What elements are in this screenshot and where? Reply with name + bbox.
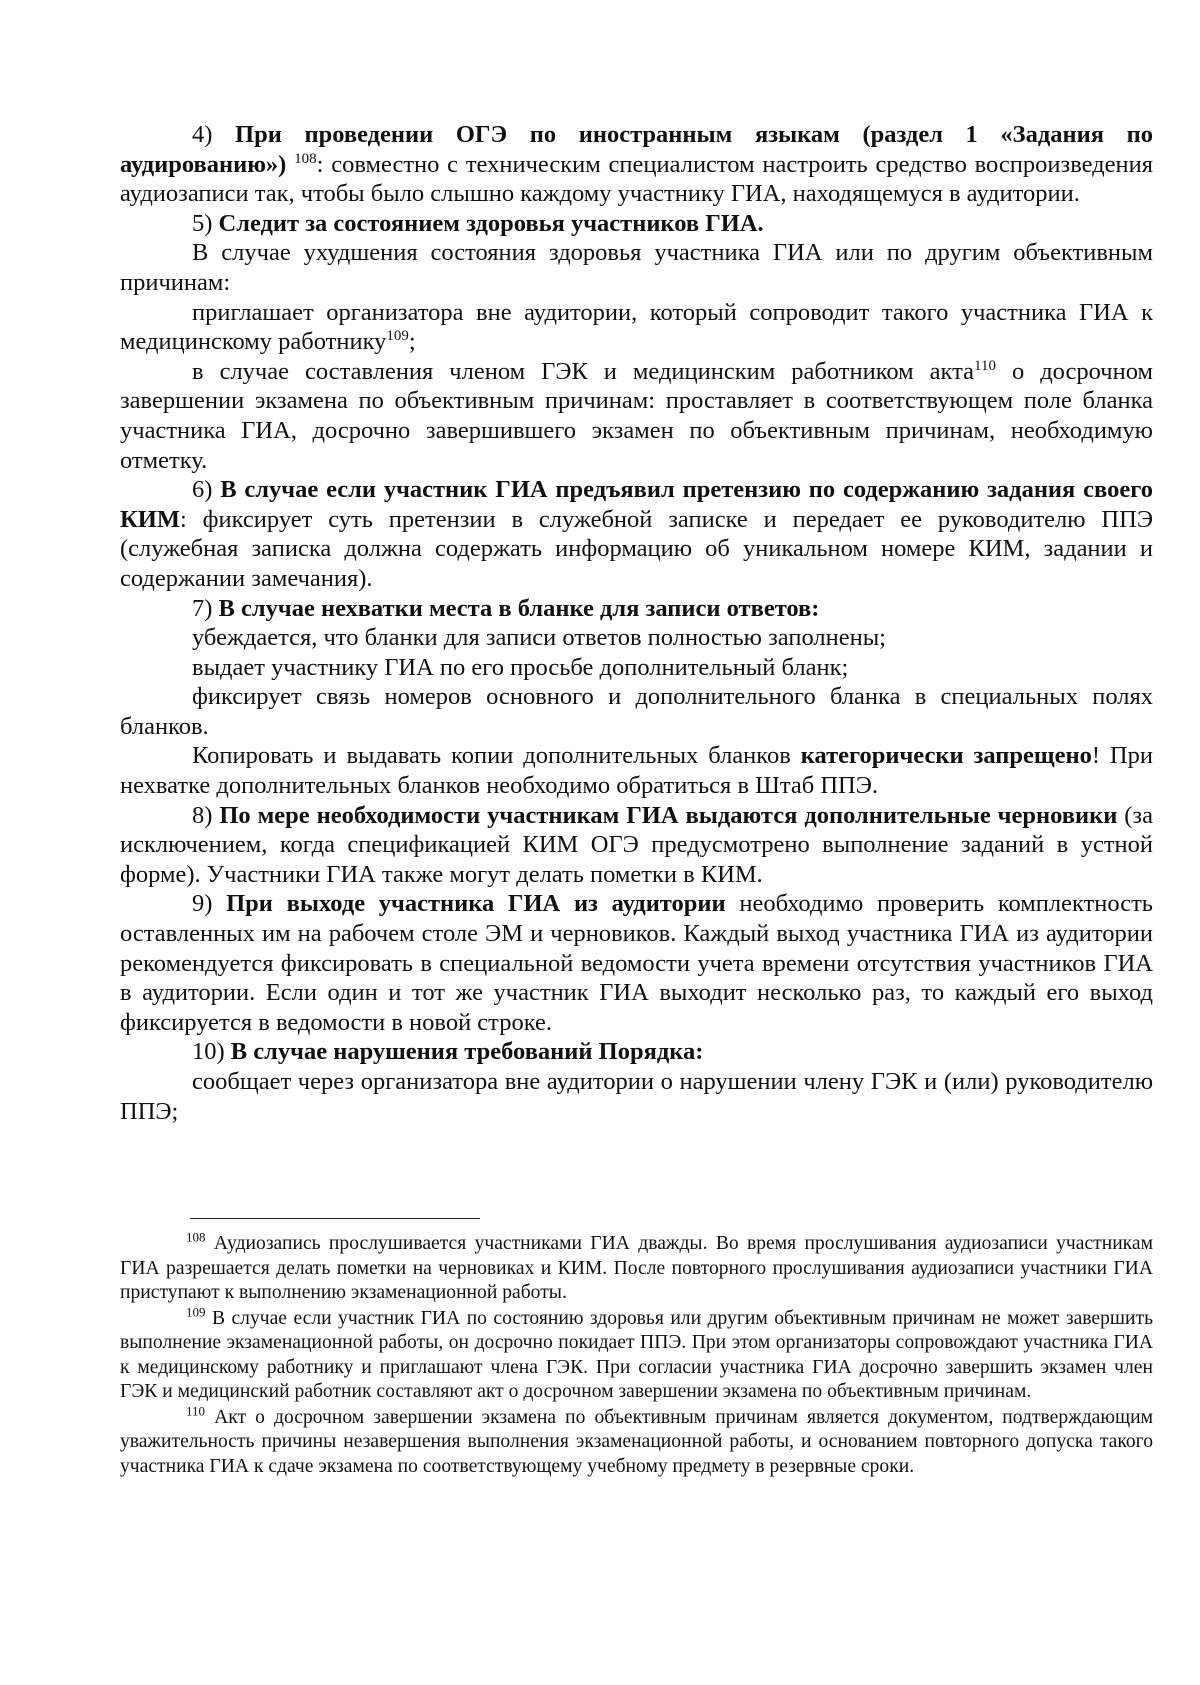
footnote-ref-109: 109 (386, 328, 409, 344)
paragraph-5-heading: Следит за состоянием здоровья участников ГИА. (218, 209, 764, 237)
paragraph-7d-text: Копировать и выдавать копии дополнительных бланков (192, 742, 801, 770)
footnote-text: Аудиозапись прослушивается участниками ГИА дважды. Во время прослушивания аудиозаписи участникам ГИА разрешается делать пометки на черновиках и КИМ. После повторного прослушивания аудиозаписи участники ГИА приступают к выполнению экзаменационной работы. (120, 1233, 1153, 1303)
footnote-mark: 110 (186, 1402, 206, 1418)
paragraph-10 (120, 1037, 1153, 1067)
footnote-108 (120, 1229, 1153, 1306)
footnote-mark: 108 (186, 1229, 206, 1245)
paragraph-6-heading: В случае если участник ГИА предъявил претензию по содержанию задания своего КИМ (120, 476, 1153, 533)
paragraph-7-heading: В случае нехватки места в бланке для записи ответов: (218, 594, 820, 622)
paragraph-9-heading: При выходе участника ГИА из аудитории (226, 890, 726, 918)
paragraph-4-heading: При проведении ОГЭ по иностранным языкам (раздел 1 «Задания по аудированию») (120, 121, 1153, 178)
footnote-ref-108: 108 (294, 150, 317, 167)
paragraph-7c: фиксирует связь номеров основного и дополнительного бланка в специальных полях бланков. (120, 683, 1153, 740)
paragraph-7d-emphasis: категорически запрещено (800, 742, 1092, 770)
paragraph-8-number: 8) (192, 801, 220, 829)
paragraph-8-heading: По мере необходимости участникам ГИА выдаются дополнительные черновики (219, 801, 1118, 829)
footnote-text: Акт о досрочном завершении экзамена по объективным причинам является документом, подтверждающим уважительность причины незавершения выполнения экзаменационной работы, и основанием повторного допуска такого участника ГИА к сдаче экзамена по соответствующему учебному предмету в резервные сроки. (120, 1406, 1153, 1477)
paragraph-7-number: 7) (192, 594, 219, 622)
paragraph-4 (120, 120, 1153, 209)
paragraph-5c-text: в случае составления членом ГЭК и медицинским работником акта (192, 357, 974, 385)
paragraph-7d-end: ! При нехватке дополнительных бланков необходимо обратиться в Штаб ППЭ. (120, 742, 1153, 800)
footnote-109 (120, 1303, 1153, 1405)
paragraph-10-number: 10) (192, 1038, 231, 1066)
main-text (120, 120, 1153, 1126)
paragraph-10a: сообщает через организатора вне аудитории о нарушении члену ГЭК и (или) руководителю ППЭ; (120, 1068, 1153, 1125)
paragraph-7 (120, 594, 1153, 624)
paragraph-6-number: 6) (192, 476, 221, 504)
paragraph-5-number: 5) (192, 209, 219, 237)
paragraph-5b (120, 298, 1153, 357)
footnotes (120, 1229, 1153, 1480)
paragraph-7d (120, 741, 1153, 800)
paragraph-5c-end: о досрочном завершении экзамена по объективным причинам: проставляет в соответствующем поле бланка участника ГИА, досрочно завершившего экзамен по объективным причинам, необходимую отметку. (120, 357, 1153, 474)
footnote-mark: 109 (186, 1303, 206, 1319)
paragraph-8-text: (за исключением, когда спецификацией КИМ ОГЭ предусмотрено выполнение заданий в устной форме). Участники ГИА также могут делать пометки в КИМ. (120, 801, 1153, 888)
paragraph-7b: выдает участнику ГИА по его просьбе дополнительный бланк; (192, 653, 849, 681)
paragraph-9 (120, 889, 1153, 1037)
paragraph-4-text: : совместно с техническим специалистом настроить средство воспроизведения аудиозаписи так, чтобы было слышно каждому участнику ГИА, находящемуся в аудитории. (120, 150, 1153, 208)
paragraph-9-number: 9) (192, 890, 227, 918)
paragraph-5b-text: приглашает организатора вне аудитории, который сопроводит такого участника ГИА к медицинскому работнику (120, 298, 1153, 356)
paragraph-5c (120, 357, 1153, 475)
paragraph-5a: В случае ухудшения состояния здоровья участника ГИА или по другим объективным причинам: (120, 239, 1153, 296)
paragraph-9-text: необходимо проверить комплектность оставленных им на рабочем столе ЭМ и черновиков. Каждый выход участника ГИА из аудитории рекомендуется фиксировать в специальной ведомости учета времени отсутствия участников ГИА в аудитории. Если один и тот же участник ГИА выходит несколько раз, то каждый его выход фиксируется в ведомости в новой строке. (120, 890, 1153, 1036)
paragraph-8 (120, 801, 1153, 890)
paragraph-10-heading: В случае нарушения требований Порядка: (230, 1038, 704, 1066)
footnote-divider (190, 1218, 480, 1219)
paragraph-5 (120, 209, 1153, 239)
footnote-ref-110: 110 (974, 357, 996, 374)
paragraph-7a: убеждается, что бланки для записи ответов полностью заполнены; (192, 624, 886, 652)
footnote-110 (120, 1402, 1153, 1480)
paragraph-5b-end: ; (408, 328, 416, 356)
paragraph-6-text: : фиксирует суть претензии в служебной записке и передает ее руководителю ППЭ (служебная записка должна содержать информацию об уникальном номере КИМ, задании и содержании замечания). (120, 505, 1153, 592)
paragraph-6 (120, 475, 1153, 593)
footnote-text: В случае если участник ГИА по состоянию здоровья или другим объективным причинам не может завершить выполнение экзаменационной работы, он досрочно покидает ППЭ. При этом организаторы сопровождают участника ГИА к медицинскому работнику и приглашают члена ГЭК. При согласии участника ГИА досрочно завершить экзамен член ГЭК и медицинский работник составляют акт о досрочном завершении экзамена по объективным причинам. (120, 1307, 1153, 1402)
paragraph-4-number: 4) (192, 121, 236, 148)
